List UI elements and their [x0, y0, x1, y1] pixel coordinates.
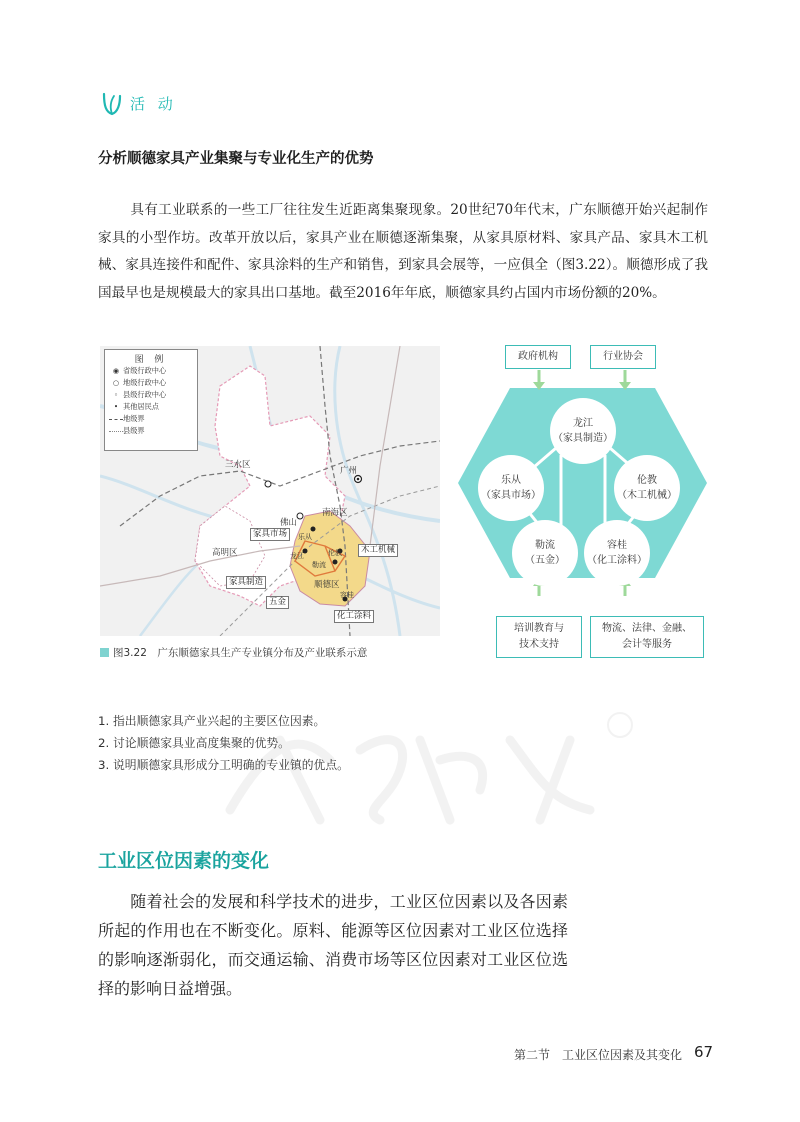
legend-label: 地级界 [123, 414, 145, 423]
node-longjiang-name: 龙江 [573, 418, 593, 429]
map-label-nanhai: 南海区 [322, 508, 348, 518]
map-tag-chemical-coating: 化工涂料 [334, 610, 374, 623]
activity-label: 活 动 [130, 95, 177, 113]
node-ronggui-role: （化工涂料） [587, 555, 647, 566]
box-training [496, 616, 582, 658]
node-longjiang [550, 398, 616, 464]
map-tag-hardware: 五金 [266, 596, 289, 609]
map-label-shunde: 顺德区 [314, 580, 340, 590]
box-services [590, 616, 704, 658]
legend-title: 图 例 [134, 355, 168, 365]
map-label-lecong: 乐从 [298, 533, 312, 541]
body-paragraph [98, 887, 568, 1003]
prefecture-center-symbol-icon: ○ [112, 378, 120, 387]
box-training-line2: 技术支持 [519, 639, 559, 650]
map-tag-furniture-making: 家具制造 [226, 576, 266, 589]
node-lunjiao-role: （木工机械） [617, 490, 677, 501]
provincial-center-symbol-icon: ◉ [112, 366, 120, 375]
map-label-foshan: 佛山 [280, 518, 298, 528]
publisher-watermark [210, 700, 650, 840]
legend-label: 地级行政中心 [123, 378, 167, 387]
map-tag-woodwork-machinery: 木工机械 [358, 544, 398, 557]
node-leliu-name: 勒流 [535, 540, 555, 551]
node-longjiang-role: （家具制造） [553, 433, 613, 444]
box-services-line2: 会计等服务 [622, 639, 672, 650]
node-leliu [512, 520, 578, 586]
map-legend [104, 349, 198, 451]
node-leliu-role: （五金） [525, 555, 565, 566]
intro-paragraph-text: 具有工业联系的一些工厂往往发生近距离集聚现象。20世纪70年代末，广东顺德开始兴起制作家具的小型作坊。改革开放以后，家具产业在顺德逐渐集聚，从家具原材料、家具产品、家具木工机械、家具连接件和配件、家具涂料的生产和销售，到家具会展等，一应俱全（图3.22）。顺德形成了我国最早也是规模最大的家具出口基地。截至2016年年底，顺德家具约占国内市场份额的20%。 [98, 202, 708, 301]
node-lecong-name: 乐从 [501, 475, 521, 486]
legend-label: 省级行政中心 [123, 366, 167, 375]
map-label-gaoming: 高明区 [212, 548, 238, 558]
box-government: 政府机构 [505, 345, 571, 369]
legend-item-prefecture [109, 378, 166, 388]
county-boundary-line-icon [109, 431, 123, 432]
legend-item-county [109, 390, 166, 400]
question-item: 2. 讨论顺德家具业高度集聚的优势。 [98, 736, 290, 750]
figure-caption [100, 645, 367, 660]
legend-label: 县级界 [123, 426, 145, 435]
prefecture-boundary-line-icon [109, 419, 123, 420]
box-services-line1: 物流、法律、金融、 [602, 623, 692, 634]
legend-label: 县级行政中心 [123, 390, 167, 399]
map-label-sanshui: 三水区 [225, 460, 251, 470]
map-label-leliu: 勒流 [312, 561, 326, 569]
map-label-guangzhou: 广州 [340, 466, 358, 476]
question-item: 1. 指出顺德家具产业兴起的主要区位因素。 [98, 714, 326, 728]
activity-leaf-icon [98, 90, 126, 118]
map-tag-furniture-market: 家具市场 [250, 528, 290, 541]
section-title: 工业区位因素的变化 [98, 850, 270, 872]
caption-square-icon [100, 648, 109, 657]
legend-item-provincial [109, 366, 166, 376]
question-item: 3. 说明顺德家具形成分工明确的专业镇的优点。 [98, 758, 349, 772]
legend-label: 其他居民点 [123, 402, 159, 411]
intro-paragraph [98, 197, 708, 307]
page-number: 67 [694, 1043, 714, 1061]
legend-item-prefecture-boundary [109, 414, 145, 424]
node-lunjiao-name: 伦教 [637, 475, 657, 486]
body-paragraph-text: 随着社会的发展和科学技术的进步，工业区位因素以及各因素所起的作用也在不断变化。原料、能源等区位因素对工业区位选择的影响逐渐弱化，而交通运输、消费市场等区位因素对工业区位选择的影响日益增强。 [98, 892, 568, 998]
legend-item-settlement [109, 402, 159, 412]
map-label-lunjiao: 伦教 [328, 549, 342, 557]
node-lunjiao [614, 455, 680, 521]
node-lecong-role: （家具市场） [481, 490, 541, 501]
node-lecong [478, 455, 544, 521]
footer-section: 第二节 工业区位因素及其变化 [514, 1048, 683, 1062]
activity-title: 分析顺德家具产业集聚与专业化生产的优势 [98, 151, 374, 167]
legend-item-county-boundary [109, 426, 145, 436]
county-center-symbol-icon: ◦ [113, 390, 119, 399]
box-training-line1: 培训教育与 [514, 623, 564, 634]
node-ronggui-name: 容桂 [607, 540, 627, 551]
box-industry-association: 行业协会 [590, 345, 656, 369]
map-label-ronggui: 容桂 [340, 591, 354, 599]
figure-caption-text: 图3.22 广东顺德家具生产专业镇分布及产业联系示意 [113, 647, 368, 659]
settlement-symbol-icon: • [113, 402, 119, 411]
map-label-longjiang: 龙江 [290, 552, 304, 560]
node-ronggui [584, 520, 650, 586]
